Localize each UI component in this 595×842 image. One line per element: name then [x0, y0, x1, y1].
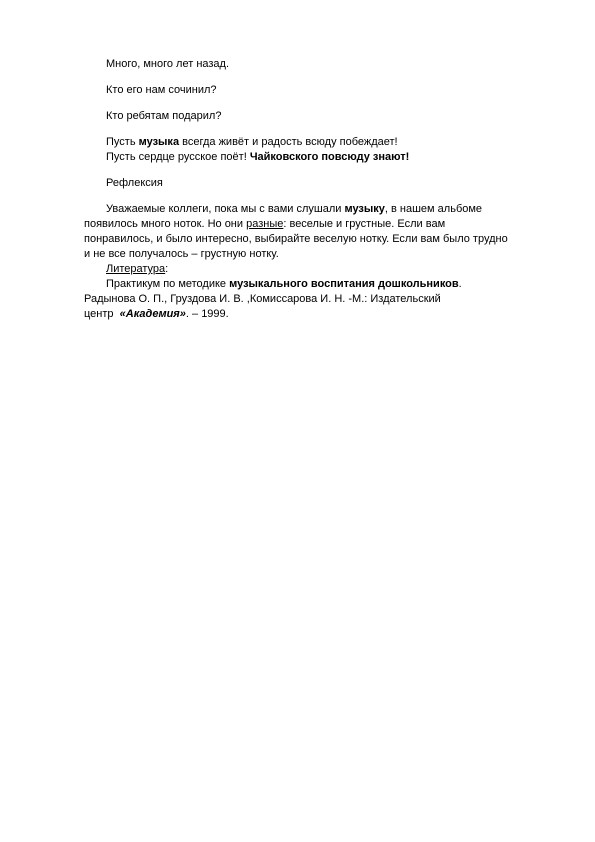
paragraph-line-4-text: и не все получалось – грустную нотку. — [84, 248, 279, 260]
paragraph-line-3 — [84, 233, 508, 246]
literature-line-3-c: . – 1999. — [185, 308, 229, 320]
poem-line-5-part-a: Пусть сердце русское поёт! — [106, 151, 250, 163]
paragraph-line-3-text: понравилось, и было интересно, выбирайте веселую нотку. Если вам было трудно — [84, 233, 508, 245]
poem-line-4 — [106, 136, 398, 149]
literature-line-3 — [84, 308, 229, 321]
poem-line-4-bold: музыка — [138, 136, 180, 148]
reflection-heading-text: Рефлексия — [106, 177, 163, 189]
paragraph-line-1 — [106, 203, 482, 216]
literature-line-1-bold: музыкального воспитания дошкольников — [229, 278, 459, 290]
poem-line-1-text: Много, много лет назад. — [106, 58, 230, 70]
literature-heading — [106, 263, 168, 276]
paragraph-line-2 — [84, 218, 445, 231]
poem-line-5-bold: Чайковского повсюду знают! — [249, 151, 410, 163]
poem-line-4-part-c: всегда живёт и радость всюду побеждает! — [179, 136, 398, 148]
literature-colon: : — [165, 263, 169, 275]
paragraph-line-1-c: , в нашем альбоме — [384, 203, 483, 215]
poem-line-4-part-a: Пусть — [106, 136, 139, 148]
poem-line-5 — [106, 151, 409, 164]
paragraph-line-2-a: появилось много ноток. Но они — [84, 218, 247, 230]
poem-line-2 — [106, 84, 217, 97]
paragraph-line-2-c: : веселые и грустные. Если вам — [283, 218, 446, 230]
literature-line-3-a: центр — [84, 308, 120, 320]
paragraph-line-2-underlined: разные — [246, 218, 284, 230]
literature-label: Литература — [106, 263, 166, 275]
literature-line-1 — [106, 278, 462, 291]
literature-line-1-a: Практикум по методике — [106, 278, 230, 290]
literature-line-3-publisher: «Академия» — [119, 308, 186, 320]
poem-line-3 — [106, 110, 221, 123]
literature-line-2 — [84, 293, 441, 306]
poem-line-1 — [106, 58, 229, 71]
paragraph-line-1-a: Уважаемые коллеги, пока мы с вами слушали — [106, 203, 345, 215]
paragraph-line-1-bold: музыку — [344, 203, 385, 215]
poem-line-2-text: Кто его нам сочинил? — [106, 84, 217, 96]
literature-line-2-text: Радынова О. П., Груздова И. В. ,Комиссарова И. Н. -М.: Издательский — [84, 293, 441, 305]
paragraph-line-4 — [84, 248, 279, 261]
reflection-heading — [106, 177, 163, 190]
poem-line-3-text: Кто ребятам подарил? — [106, 110, 222, 122]
literature-line-1-c: . — [458, 278, 462, 290]
